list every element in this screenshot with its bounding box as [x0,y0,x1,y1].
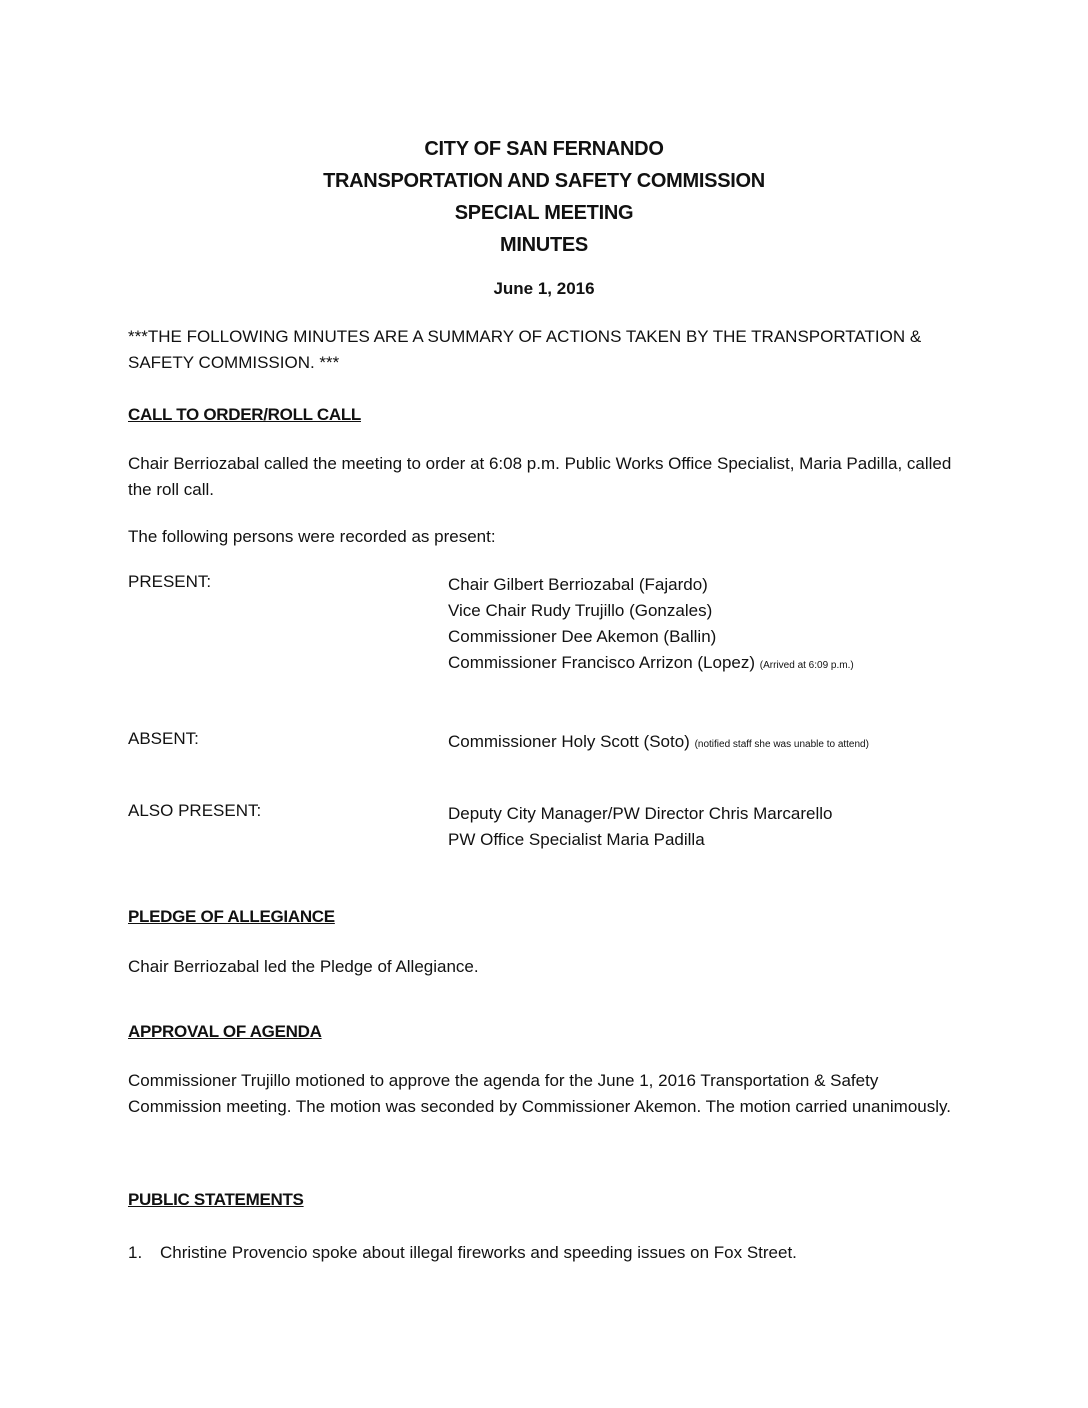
summary-notice: ***THE FOLLOWING MINUTES ARE A SUMMARY OF ACTIONS TAKEN BY THE TRANSPORTATION & SAFETY COMMISSION. *** [128,327,922,372]
document-title [0,133,1088,261]
title-meeting-type: SPECIAL MEETING [454,202,634,224]
call-to-order-text: Chair Berriozabal called the meeting to order at 6:08 p.m. Public Works Office Specialist, Maria Padilla, called the roll call. [128,454,952,499]
recorded-present-text: The following persons were recorded as present: [128,527,496,546]
list-item-number: 1. [128,1243,143,1262]
arrival-note: (Arrived at 6:09 p.m.) [759,660,854,671]
absence-note: (notified staff she was unable to attend) [694,739,869,750]
pledge-text: Chair Berriozabal led the Pledge of Allegiance. [128,957,479,976]
title-minutes: MINUTES [500,234,588,256]
also-present-member: PW Office Specialist Maria Padilla [448,830,705,849]
pledge-heading: PLEDGE OF ALLEGIANCE [128,907,335,926]
absent-member: Commissioner Holy Scott (Soto) [448,732,690,751]
title-commission: TRANSPORTATION AND SAFETY COMMISSION [323,170,765,192]
present-member: Commissioner Dee Akemon (Ballin) [448,627,717,646]
also-present-label: ALSO PRESENT: [128,801,262,820]
absent-list [448,729,869,758]
call-to-order-heading: CALL TO ORDER/ROLL CALL [128,405,361,424]
list-item [128,1243,797,1263]
present-list [448,572,854,679]
agenda-text: Commissioner Trujillo motioned to approve the agenda for the June 1, 2016 Transportation & Safety Commission meeting. The motion was seconded by Commissioner Akemon. The motion carried unanimously. [128,1071,951,1116]
present-member: Commissioner Francisco Arrizon (Lopez) [448,653,756,672]
absent-label: ABSENT: [128,729,199,748]
present-member-row [448,650,854,679]
agenda-heading: APPROVAL OF AGENDA [128,1022,322,1041]
title-city: CITY OF SAN FERNANDO [424,138,664,160]
also-present-member: Deputy City Manager/PW Director Chris Marcarello [448,804,833,823]
absent-member-row [448,729,869,758]
present-label: PRESENT: [128,572,212,591]
public-statements-heading: PUBLIC STATEMENTS [128,1190,304,1209]
list-item-text: Christine Provencio spoke about illegal fireworks and speeding issues on Fox Street. [160,1243,797,1262]
present-member: Chair Gilbert Berriozabal (Fajardo) [448,575,708,594]
also-present-list [448,801,833,853]
meeting-date: June 1, 2016 [493,279,595,298]
present-member: Vice Chair Rudy Trujillo (Gonzales) [448,601,713,620]
